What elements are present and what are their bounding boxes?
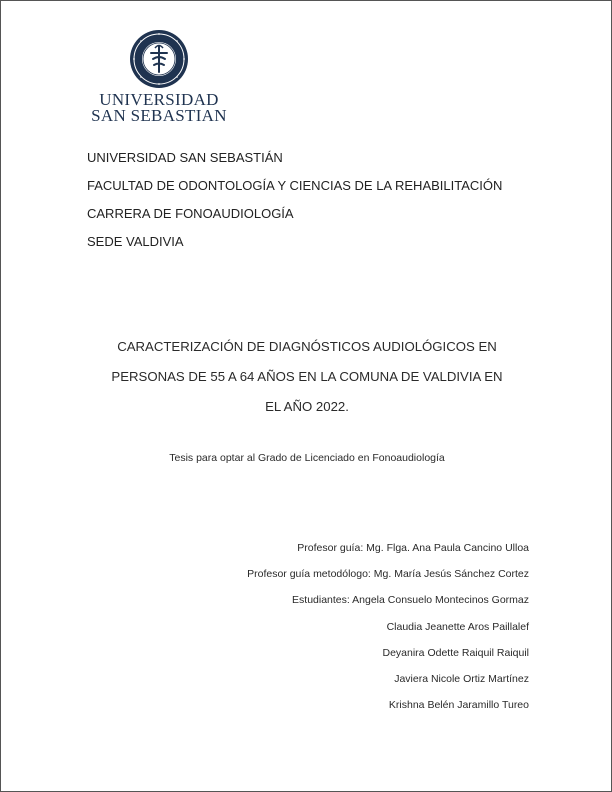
student-name: Krishna Belén Jaramillo Tureo bbox=[388, 699, 529, 712]
logo-line-2: SAN SEBASTIAN bbox=[91, 106, 227, 125]
student-name: Deyanira Odette Raiquil Raiquil bbox=[382, 646, 529, 659]
university-name: UNIVERSIDAD SAN SEBASTIÁN bbox=[87, 150, 283, 165]
title-line-1: CARACTERIZACIÓN DE DIAGNÓSTICOS AUDIOLÓGICOS EN bbox=[117, 339, 497, 354]
university-logo bbox=[89, 29, 229, 124]
institution-block bbox=[87, 149, 547, 261]
faculty-name: FACULTAD DE ODONTOLOGÍA Y CIENCIAS DE LA REHABILITACIÓN bbox=[87, 178, 503, 193]
guide-professor: Profesor guía: Mg. Flga. Ana Paula Cancino Ulloa bbox=[297, 542, 529, 554]
student-name: Javiera Nicole Ortiz Martínez bbox=[394, 672, 529, 685]
credits-block bbox=[169, 542, 529, 725]
student-name: Claudia Jeanette Aros Paillalef bbox=[386, 620, 529, 633]
degree-subtitle: Tesis para optar al Grado de Licenciado en Fonoaudiología bbox=[169, 452, 445, 464]
student-name: Estudiantes: Angela Consuelo Montecinos Gormaz bbox=[292, 594, 529, 607]
methodology-professor: Profesor guía metodólogo: Mg. María Jesús Sánchez Cortez bbox=[247, 568, 529, 581]
title-line-2: PERSONAS DE 55 A 64 AÑOS EN LA COMUNA DE VALDIVIA EN bbox=[111, 369, 503, 384]
title-line-3: EL AÑO 2022. bbox=[265, 399, 349, 414]
university-seal-icon bbox=[129, 29, 189, 89]
logo-line-1: UNIVERSIDAD bbox=[99, 90, 219, 109]
career-name: CARRERA DE FONOAUDIOLOGÍA bbox=[87, 206, 294, 221]
thesis-title bbox=[61, 339, 553, 429]
campus-name: SEDE VALDIVIA bbox=[87, 234, 184, 249]
logo-wordmark bbox=[89, 92, 229, 124]
